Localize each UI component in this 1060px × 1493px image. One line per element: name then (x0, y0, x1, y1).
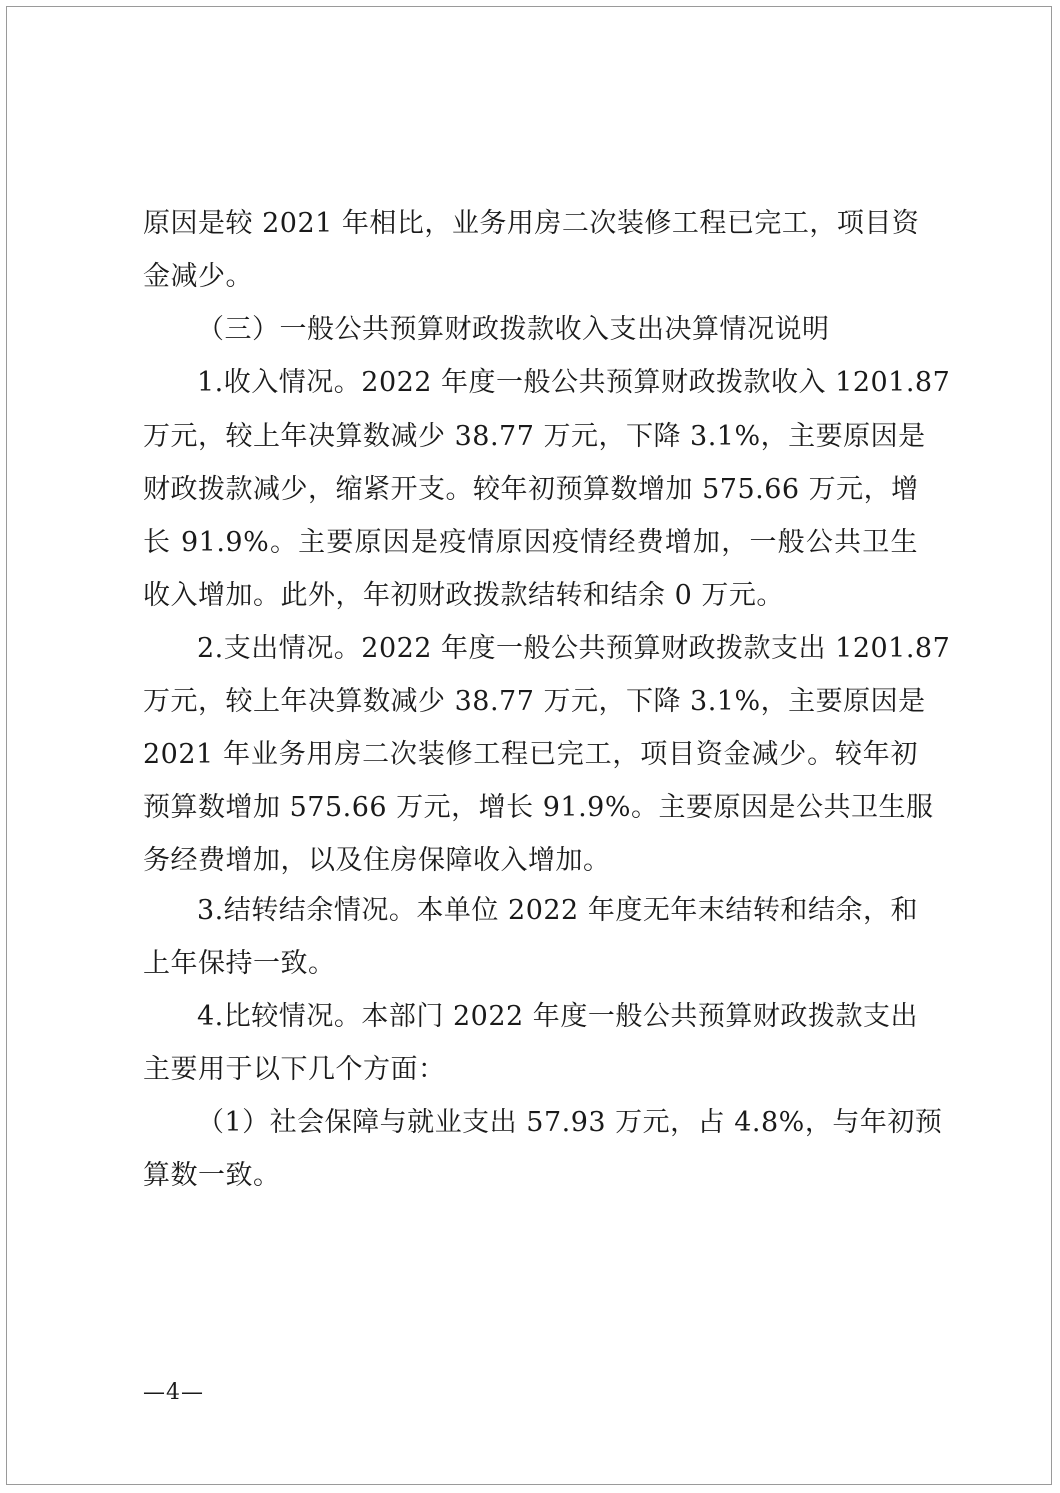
text-line: 财政拨款减少，缩紧开支。较年初预算数增加 575.66 万元，增 (143, 474, 919, 505)
text-line: 2021 年业务用房二次装修工程已完工，项目资金减少。较年初 (143, 739, 918, 770)
text-line: （1）社会保障与就业支出 57.93 万元，占 4.8%，与年初预 (197, 1107, 943, 1138)
text-line: 务经费增加，以及住房保障收入增加。 (143, 845, 611, 876)
text-line: 万元，较上年决算数减少 38.77 万元，下降 3.1%，主要原因是 (143, 421, 926, 452)
text-line: 收入增加。此外，年初财政拨款结转和结余 0 万元。 (143, 580, 784, 611)
text-line: 算数一致。 (143, 1160, 281, 1191)
text-line: 金减少。 (143, 261, 253, 292)
text-line: 上年保持一致。 (143, 948, 336, 979)
text-line: 1.收入情况。2022 年度一般公共预算财政拨款收入 1201.87 (197, 367, 951, 398)
text-line: 万元，较上年决算数减少 38.77 万元，下降 3.1%，主要原因是 (143, 686, 926, 717)
text-line: 3.结转结余情况。本单位 2022 年度无年末结转和结余，和 (197, 895, 918, 926)
page-number: —4— (143, 1380, 204, 1405)
text-line: 预算数增加 575.66 万元，增长 91.9%。主要原因是公共卫生服 (143, 792, 934, 823)
text-line: 原因是较 2021 年相比，业务用房二次装修工程已完工，项目资 (143, 208, 920, 239)
section-heading: （三）一般公共预算财政拨款收入支出决算情况说明 (197, 314, 830, 345)
text-line: 4.比较情况。本部门 2022 年度一般公共预算财政拨款支出 (197, 1001, 918, 1032)
text-line: 2.支出情况。2022 年度一般公共预算财政拨款支出 1201.87 (197, 633, 951, 664)
text-line: 主要用于以下几个方面： (143, 1054, 446, 1085)
text-line: 长 91.9%。主要原因是疫情原因疫情经费增加，一般公共卫生 (143, 527, 918, 558)
